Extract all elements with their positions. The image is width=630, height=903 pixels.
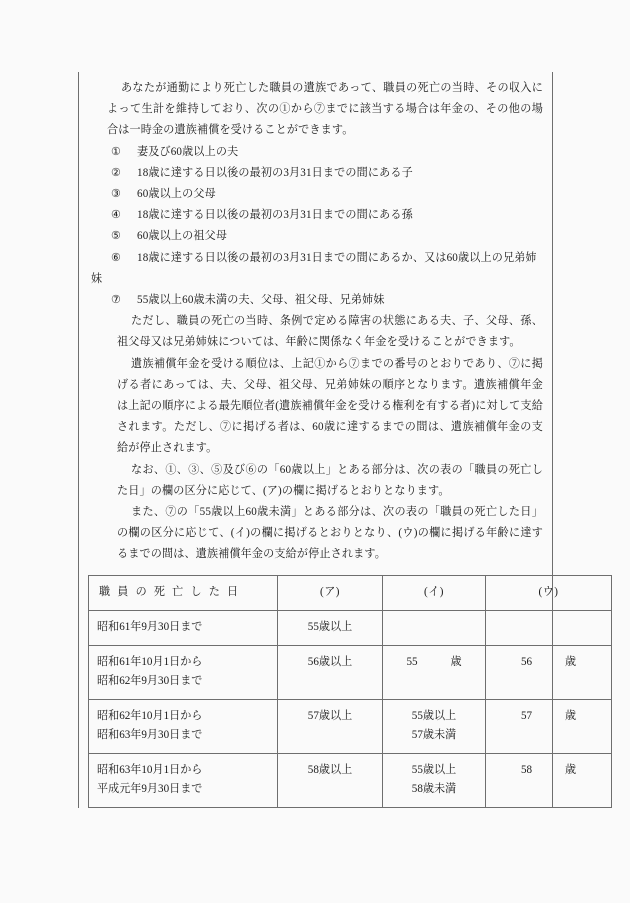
cell-date: [89, 753, 278, 807]
cell-column-u: [486, 753, 612, 807]
list-marker: ②: [111, 166, 122, 179]
date-line: 昭和62年10月1日から: [97, 709, 203, 722]
date-line: 昭和61年9月30日まで: [97, 620, 203, 633]
date-line: 平成元年9月30日まで: [97, 782, 203, 795]
list-marker: ⑦: [111, 294, 122, 307]
cell-column-u: [486, 610, 612, 645]
age-criteria-table: [88, 575, 612, 808]
list-item: [86, 290, 543, 311]
body-paragraph: なお、①、③、⑤及び⑥の「60歳以上」とある部分は、次の表の「職員の死亡した日」の欄の区分に応じて、(ア)の欄に掲げるとおりとなります。: [117, 463, 543, 497]
body-paragraph: また、⑦の「55歳以上60歳未満」とある部分は、次の表の「職員の死亡した日」の欄の区分に応じて、(イ)の欄に掲げるとおりとなり、(ウ)の欄に掲げる年齢に達するまでの間は、遺族補償年金の支給が停止されます。: [117, 506, 543, 561]
age-range-line: 57歳未満: [411, 728, 457, 741]
header-cell-date: [89, 575, 278, 610]
list-marker: ⑤: [111, 230, 122, 243]
age-value-group: [521, 761, 576, 780]
cell-column-i: [383, 753, 486, 807]
cell-date: [89, 699, 278, 753]
list-item: [86, 205, 543, 226]
body-paragraph: 遺族補償年金を受ける順位は、上記①から⑦までの番号のとおりであり、⑦に掲げる者にあっては、夫、父母、祖父母、兄弟姉妹の順序となります。遺族補償年金は上記の順序による最先順位者(遺族補償年金を受ける権利を有する者)に対して支給されます。ただし、⑦に掲げる者は、60歳に達するまでの間は、遺族補償年金の支給が停止されます。: [117, 357, 543, 455]
age-range-line: 55歳以上: [411, 709, 457, 722]
date-line: 昭和63年10月1日から: [97, 763, 203, 776]
list-item: [86, 184, 543, 205]
header-date-label: 職員の死亡した日: [99, 585, 246, 598]
cell-date: [89, 645, 278, 699]
cell-column-a: 57歳以上: [278, 699, 383, 753]
age-range-line: 58歳未満: [411, 782, 457, 795]
date-line: 昭和63年9月30日まで: [97, 728, 203, 741]
age-table-container: [79, 566, 577, 808]
cell-column-a: 55歳以上: [278, 610, 383, 645]
list-item: [86, 226, 543, 247]
list-item-text: 妻及び60歳以上の夫: [137, 145, 239, 158]
header-cell-a: (ア): [278, 575, 383, 610]
lead-paragraph: あなたが通勤により死亡した職員の遺族であって、職員の死亡の当時、その収入によって生計を維持しており、次の①から⑦までに該当する場合は年金の、その他の場合は一時金の遺族補償を受けることができます。: [107, 82, 543, 137]
list-item-text: 18歳に達する日以後の最初の3月31日までの間にあるか、又は60歳以上の兄弟姉: [137, 251, 537, 264]
age-number: 56: [520, 655, 533, 668]
table-row: [89, 610, 612, 645]
list-marker: ④: [111, 209, 122, 222]
cell-column-u: [486, 645, 612, 699]
list-marker: ⑥: [111, 251, 122, 264]
document-body: [79, 72, 552, 566]
list-item-text: 55歳以上60歳未満の夫、父母、祖父母、兄弟姉妹: [137, 294, 385, 307]
list-item-text: 60歳以上の祖父母: [137, 230, 228, 243]
cell-column-i: [383, 645, 486, 699]
cell-column-i: [383, 610, 486, 645]
date-line: 昭和62年9月30日まで: [97, 674, 203, 687]
date-line: 昭和61年10月1日から: [97, 655, 203, 668]
cell-column-a: 58歳以上: [278, 753, 383, 807]
table-row: [89, 753, 612, 807]
body-paragraph: ただし、職員の死亡の当時、条例で定める障害の状態にある夫、子、父母、孫、祖父母又は兄弟姉妹については、年齢に関係なく年金を受けることができます。: [117, 315, 543, 349]
header-cell-u: (ウ): [486, 575, 612, 610]
list-marker: ①: [111, 145, 122, 158]
age-range-line: 55歳以上: [411, 763, 457, 776]
age-number: 55: [406, 655, 418, 668]
header-cell-i: (イ): [383, 575, 486, 610]
age-value-group: [406, 653, 461, 672]
cell-column-i: [383, 699, 486, 753]
table-row: [89, 645, 612, 699]
list-item: [86, 248, 543, 269]
table-header-row: [89, 575, 612, 610]
list-item: [86, 163, 543, 184]
cell-date: [89, 610, 278, 645]
age-unit: 歳: [450, 655, 462, 668]
list-item-text: 18歳に達する日以後の最初の3月31日までの間にある子: [137, 166, 413, 179]
document-page: [78, 72, 577, 808]
list-item-text: 60歳以上の父母: [137, 188, 216, 201]
age-value-group: [521, 653, 576, 672]
cell-column-a: 56歳以上: [278, 645, 383, 699]
list-item-overflow-text: 妹: [91, 272, 103, 285]
age-number: 58: [520, 763, 533, 776]
cell-column-u: [486, 699, 612, 753]
age-unit: 歳: [564, 763, 577, 776]
list-item-text: 18歳に達する日以後の最初の3月31日までの間にある孫: [137, 209, 413, 222]
age-number: 57: [520, 709, 533, 722]
age-unit: 歳: [564, 709, 577, 722]
age-value-group: [521, 707, 576, 726]
list-item: [86, 142, 543, 163]
table-row: [89, 699, 612, 753]
age-unit: 歳: [564, 655, 577, 668]
list-marker: ③: [111, 188, 122, 201]
